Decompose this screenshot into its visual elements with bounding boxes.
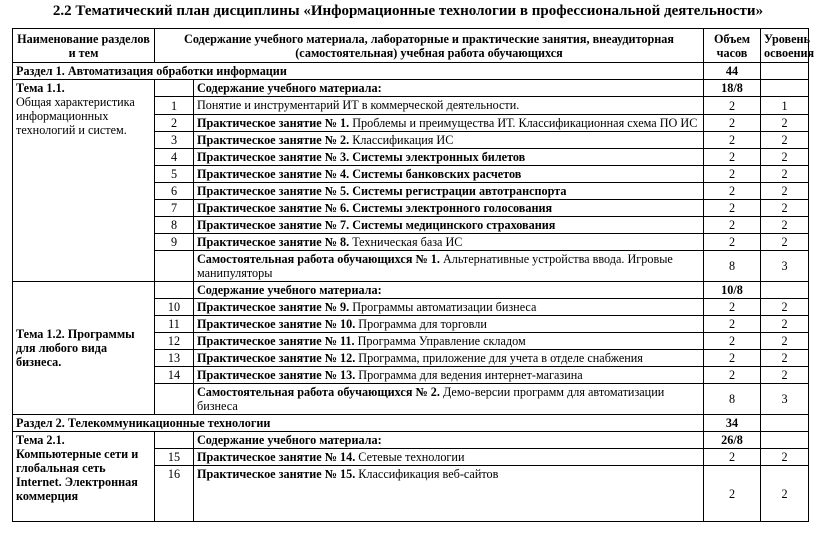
row-hours: 2 — [704, 183, 761, 200]
row-number: 5 — [155, 166, 194, 183]
row-text: Практическое занятие № 10. Программа для торговли — [194, 316, 704, 333]
topic-cell — [13, 432, 155, 522]
page-title: 2.2 Тематический план дисциплины «Информационные технологии в профессиональной деятельности» — [52, 3, 764, 19]
header-hours-column: Объем часов — [704, 29, 761, 63]
topic-cell — [13, 80, 155, 282]
header-section-column: Наименование разделов и тем — [13, 29, 155, 63]
row-text: Практическое занятие № 13. Программа для ведения интернет-магазина — [194, 367, 704, 384]
section-row — [13, 415, 809, 432]
row-hours: 2 — [704, 350, 761, 367]
row-level: 2 — [761, 466, 809, 522]
row-level: 2 — [761, 333, 809, 350]
row-hours: 2 — [704, 299, 761, 316]
content-label: Содержание учебного материала: — [194, 282, 704, 299]
row-number: 4 — [155, 149, 194, 166]
row-text: Понятие и инструментарий ИТ в коммерческой деятельности. — [194, 97, 704, 115]
row-number: 6 — [155, 183, 194, 200]
self-study-level: 3 — [761, 384, 809, 415]
self-study-level: 3 — [761, 251, 809, 282]
row-number: 8 — [155, 217, 194, 234]
self-study-text: Самостоятельная работа обучающихся № 1. Альтернативные устройства ввода. Игровые манипуляторы — [194, 251, 704, 282]
topic-title: Тема 1.2. Программы для любого вида бизнеса. — [16, 327, 135, 369]
topic-title: Тема 2.1. Компьютерные сети и глобальная сеть Internet. Электронная коммерция — [16, 433, 139, 503]
row-number: 3 — [155, 132, 194, 149]
row-text: Практическое занятие № 12. Программа, приложение для учета в отделе снабжения — [194, 350, 704, 367]
self-study-hours: 8 — [704, 384, 761, 415]
row-text: Практическое занятие № 3. Системы электронных билетов — [194, 149, 704, 166]
row-number: 12 — [155, 333, 194, 350]
row-hours: 2 — [704, 97, 761, 115]
topic-subtitle: Общая характеристика информационных технологий и систем. — [16, 95, 135, 137]
row-level: 2 — [761, 200, 809, 217]
content-hours: 10/8 — [704, 282, 761, 299]
header-level-column: Уровень освоения — [761, 29, 809, 63]
row-hours: 2 — [704, 367, 761, 384]
table-row — [13, 432, 809, 449]
row-level: 2 — [761, 316, 809, 333]
content-label: Содержание учебного материала: — [194, 432, 704, 449]
row-text: Практическое занятие № 9. Программы автоматизации бизнеса — [194, 299, 704, 316]
content-hours: 26/8 — [704, 432, 761, 449]
row-text: Практическое занятие № 2. Классификация ИС — [194, 132, 704, 149]
row-hours: 2 — [704, 115, 761, 132]
row-text: Практическое занятие № 11. Программа Управление складом — [194, 333, 704, 350]
row-number: 15 — [155, 449, 194, 466]
section-row — [13, 63, 809, 80]
self-study-text: Самостоятельная работа обучающихся № 2. Демо-версии программ для автоматизации бизнеса — [194, 384, 704, 415]
row-text: Практическое занятие № 6. Системы электронного голосования — [194, 200, 704, 217]
row-level: 1 — [761, 97, 809, 115]
row-hours: 2 — [704, 217, 761, 234]
row-number: 2 — [155, 115, 194, 132]
row-level: 2 — [761, 149, 809, 166]
row-hours: 2 — [704, 466, 761, 522]
row-level: 2 — [761, 115, 809, 132]
row-number: 14 — [155, 367, 194, 384]
row-text: Практическое занятие № 5. Системы регистрации автотранспорта — [194, 183, 704, 200]
content-hours: 18/8 — [704, 80, 761, 97]
row-hours: 2 — [704, 200, 761, 217]
row-text: Практическое занятие № 15. Классификация веб-сайтов — [194, 466, 704, 522]
row-text: Практическое занятие № 4. Системы банковских расчетов — [194, 166, 704, 183]
row-hours: 2 — [704, 316, 761, 333]
table-header-row — [13, 29, 809, 63]
topic-cell — [13, 282, 155, 415]
table-row — [13, 282, 809, 299]
row-level: 2 — [761, 166, 809, 183]
row-number: 7 — [155, 200, 194, 217]
thematic-plan-table — [12, 28, 815, 522]
row-number: 1 — [155, 97, 194, 115]
row-hours: 2 — [704, 149, 761, 166]
row-level: 2 — [761, 367, 809, 384]
row-level: 2 — [761, 234, 809, 251]
row-text: Практическое занятие № 14. Сетевые технологии — [194, 449, 704, 466]
row-number: 10 — [155, 299, 194, 316]
row-hours: 2 — [704, 333, 761, 350]
row-hours: 2 — [704, 234, 761, 251]
row-text: Практическое занятие № 8. Техническая база ИС — [194, 234, 704, 251]
row-level: 2 — [761, 299, 809, 316]
row-text: Практическое занятие № 1. Проблемы и преимущества ИТ. Классификационная схема ПО ИС — [194, 115, 704, 132]
row-level: 2 — [761, 350, 809, 367]
self-study-hours: 8 — [704, 251, 761, 282]
row-level: 2 — [761, 449, 809, 466]
row-number: 9 — [155, 234, 194, 251]
table-row — [13, 80, 809, 97]
row-hours: 2 — [704, 166, 761, 183]
content-label: Содержание учебного материала: — [194, 80, 704, 97]
row-number: 16 — [155, 466, 194, 522]
section-title: Раздел 2. Телекоммуникационные технологии — [13, 415, 704, 432]
row-hours: 2 — [704, 132, 761, 149]
topic-title: Тема 1.1. — [16, 81, 65, 95]
row-level: 2 — [761, 183, 809, 200]
row-number: 13 — [155, 350, 194, 367]
section-hours: 44 — [704, 63, 761, 80]
row-text: Практическое занятие № 7. Системы медицинского страхования — [194, 217, 704, 234]
section-title: Раздел 1. Автоматизация обработки информации — [13, 63, 704, 80]
row-level: 2 — [761, 217, 809, 234]
row-level: 2 — [761, 132, 809, 149]
header-content-column: Содержание учебного материала, лабораторные и практические занятия, внеаудиторная (самостоятельная) учебная работа обучающихся — [155, 29, 704, 63]
row-hours: 2 — [704, 449, 761, 466]
section-hours: 34 — [704, 415, 761, 432]
row-number: 11 — [155, 316, 194, 333]
